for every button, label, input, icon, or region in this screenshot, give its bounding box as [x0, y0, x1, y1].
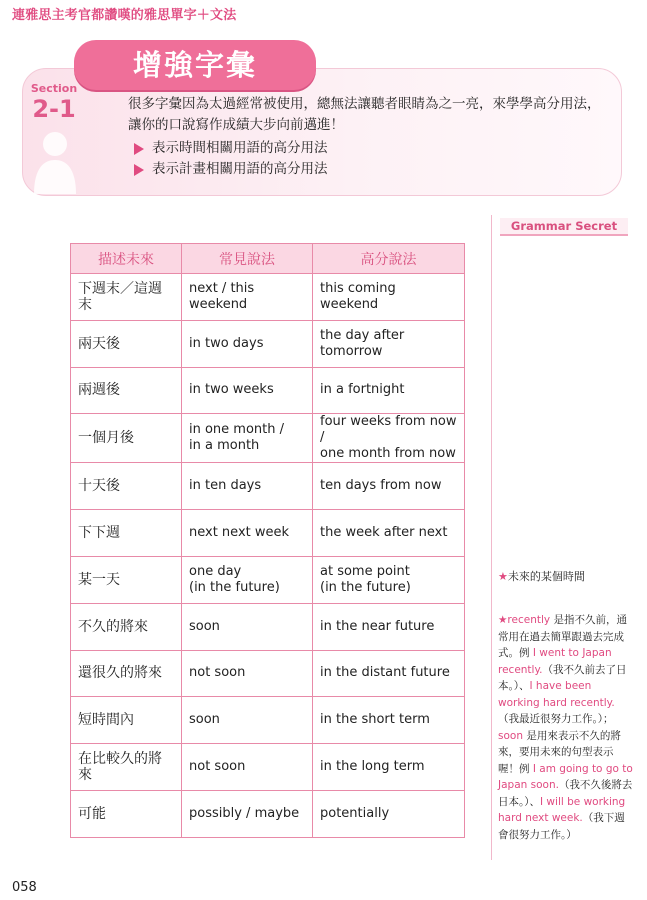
- table-cell: in a fortnight: [313, 367, 465, 414]
- table-cell: next next week: [182, 510, 313, 557]
- table-cell: 不久的將來: [71, 603, 182, 650]
- table-cell: 兩週後: [71, 367, 182, 414]
- star-icon: ★: [498, 614, 508, 626]
- table-cell: four weeks from now / one month from now: [313, 414, 465, 463]
- note-english: soon: [498, 729, 523, 742]
- person-silhouette-icon: [30, 128, 80, 194]
- table-row: [71, 790, 465, 837]
- table-row: [71, 650, 465, 697]
- column-header: 高分說法: [313, 244, 465, 274]
- section-word: Section: [30, 82, 78, 95]
- page-number: 058: [12, 880, 37, 895]
- note-text: （我下週會很努力工作。）: [498, 812, 625, 841]
- table-cell: 下下週: [71, 510, 182, 557]
- table-header-row: [71, 244, 465, 274]
- title-tab: [74, 40, 316, 90]
- table-cell: in the long term: [313, 744, 465, 791]
- section-label: [28, 82, 80, 123]
- table-cell: next / this weekend: [182, 274, 313, 321]
- table-row: [71, 367, 465, 414]
- note-text: （我不久後將去日本。）、: [498, 779, 633, 808]
- table-cell: soon: [182, 697, 313, 744]
- table-cell: 某一天: [71, 556, 182, 603]
- triangle-bullet-icon: [134, 164, 144, 176]
- table-cell: 還很久的將來: [71, 650, 182, 697]
- note-english: recently: [507, 614, 551, 626]
- note-english: I have been working hard recently.: [498, 680, 615, 709]
- table-cell: this coming weekend: [313, 274, 465, 321]
- star-icon: ★: [498, 570, 508, 583]
- sidebar-note-recently: [498, 612, 634, 843]
- column-header: 描述未來: [71, 244, 182, 274]
- table-cell: in ten days: [182, 463, 313, 510]
- table-cell: ten days from now: [313, 463, 465, 510]
- table-row: [71, 463, 465, 510]
- running-header: 連雅思主考官都讚嘆的雅思單字＋文法: [12, 8, 237, 23]
- table-cell: possibly / maybe: [182, 790, 313, 837]
- table-cell: at some point (in the future): [313, 556, 465, 603]
- table-cell: in the near future: [313, 603, 465, 650]
- section-number: 2-1: [32, 95, 76, 123]
- table-cell: not soon: [182, 650, 313, 697]
- page-title: 增強字彙: [132, 48, 257, 82]
- table-cell: 十天後: [71, 463, 182, 510]
- table-row: [71, 697, 465, 744]
- note-english: I am going to go to Japan soon.: [498, 762, 633, 791]
- note-text: 未來的某個時間: [507, 570, 585, 583]
- table-row: [71, 274, 465, 321]
- note-text: 是指不久前，通常用在過去簡單跟過去完成式。例: [498, 614, 627, 659]
- table-cell: in the distant future: [313, 650, 465, 697]
- sidebar-divider: [491, 215, 492, 860]
- table-cell: in two weeks: [182, 367, 313, 414]
- table-cell: 一個月後: [71, 414, 182, 463]
- table-cell: not soon: [182, 744, 313, 791]
- note-english: I went to Japan recently.: [498, 647, 612, 676]
- bullet-text: 表示計畫相關用語的高分用法: [152, 161, 328, 177]
- table-row: [71, 556, 465, 603]
- triangle-bullet-icon: [134, 143, 144, 155]
- table-cell: 下週末／這週末: [71, 274, 182, 321]
- table-cell: the week after next: [313, 510, 465, 557]
- table-cell: the day after tomorrow: [313, 320, 465, 367]
- table-row: [71, 510, 465, 557]
- column-header: 常見說法: [182, 244, 313, 274]
- note-text: （我最近很努力工作。）；: [498, 713, 614, 725]
- bullet-item: [134, 138, 328, 159]
- table-cell: in two days: [182, 320, 313, 367]
- table-cell: in one month / in a month: [182, 414, 313, 463]
- table-cell: 在比較久的將來: [71, 744, 182, 791]
- note-text: 是用來表示不久的將來，要用未來的句型表示喔！例: [498, 729, 621, 775]
- table-row: [71, 320, 465, 367]
- grammar-secret-header: Grammar Secret: [500, 218, 628, 236]
- note-text: （我不久前去了日本。）、: [498, 663, 627, 692]
- bullet-text: 表示時間相關用語的高分用法: [152, 140, 328, 156]
- table-row: [71, 603, 465, 650]
- sidebar-note-future: [498, 568, 585, 584]
- table-cell: 短時間內: [71, 697, 182, 744]
- table-cell: in the short term: [313, 697, 465, 744]
- table-cell: one day (in the future): [182, 556, 313, 603]
- table-cell: 兩天後: [71, 320, 182, 367]
- table-row: [71, 414, 465, 463]
- note-english: I will be working hard next week.: [498, 795, 626, 824]
- bullet-item: [134, 159, 328, 180]
- table-row: [71, 744, 465, 791]
- table-cell: 可能: [71, 790, 182, 837]
- bullet-list: [134, 138, 328, 180]
- intro-text: 很多字彙因為太過經常被使用，總無法讓聽者眼睛為之一亮，來學學高分用法，讓你的口說寫作成績大步向前邁進！: [128, 96, 601, 133]
- vocab-table: [70, 243, 465, 838]
- table-cell: soon: [182, 603, 313, 650]
- table-cell: potentially: [313, 790, 465, 837]
